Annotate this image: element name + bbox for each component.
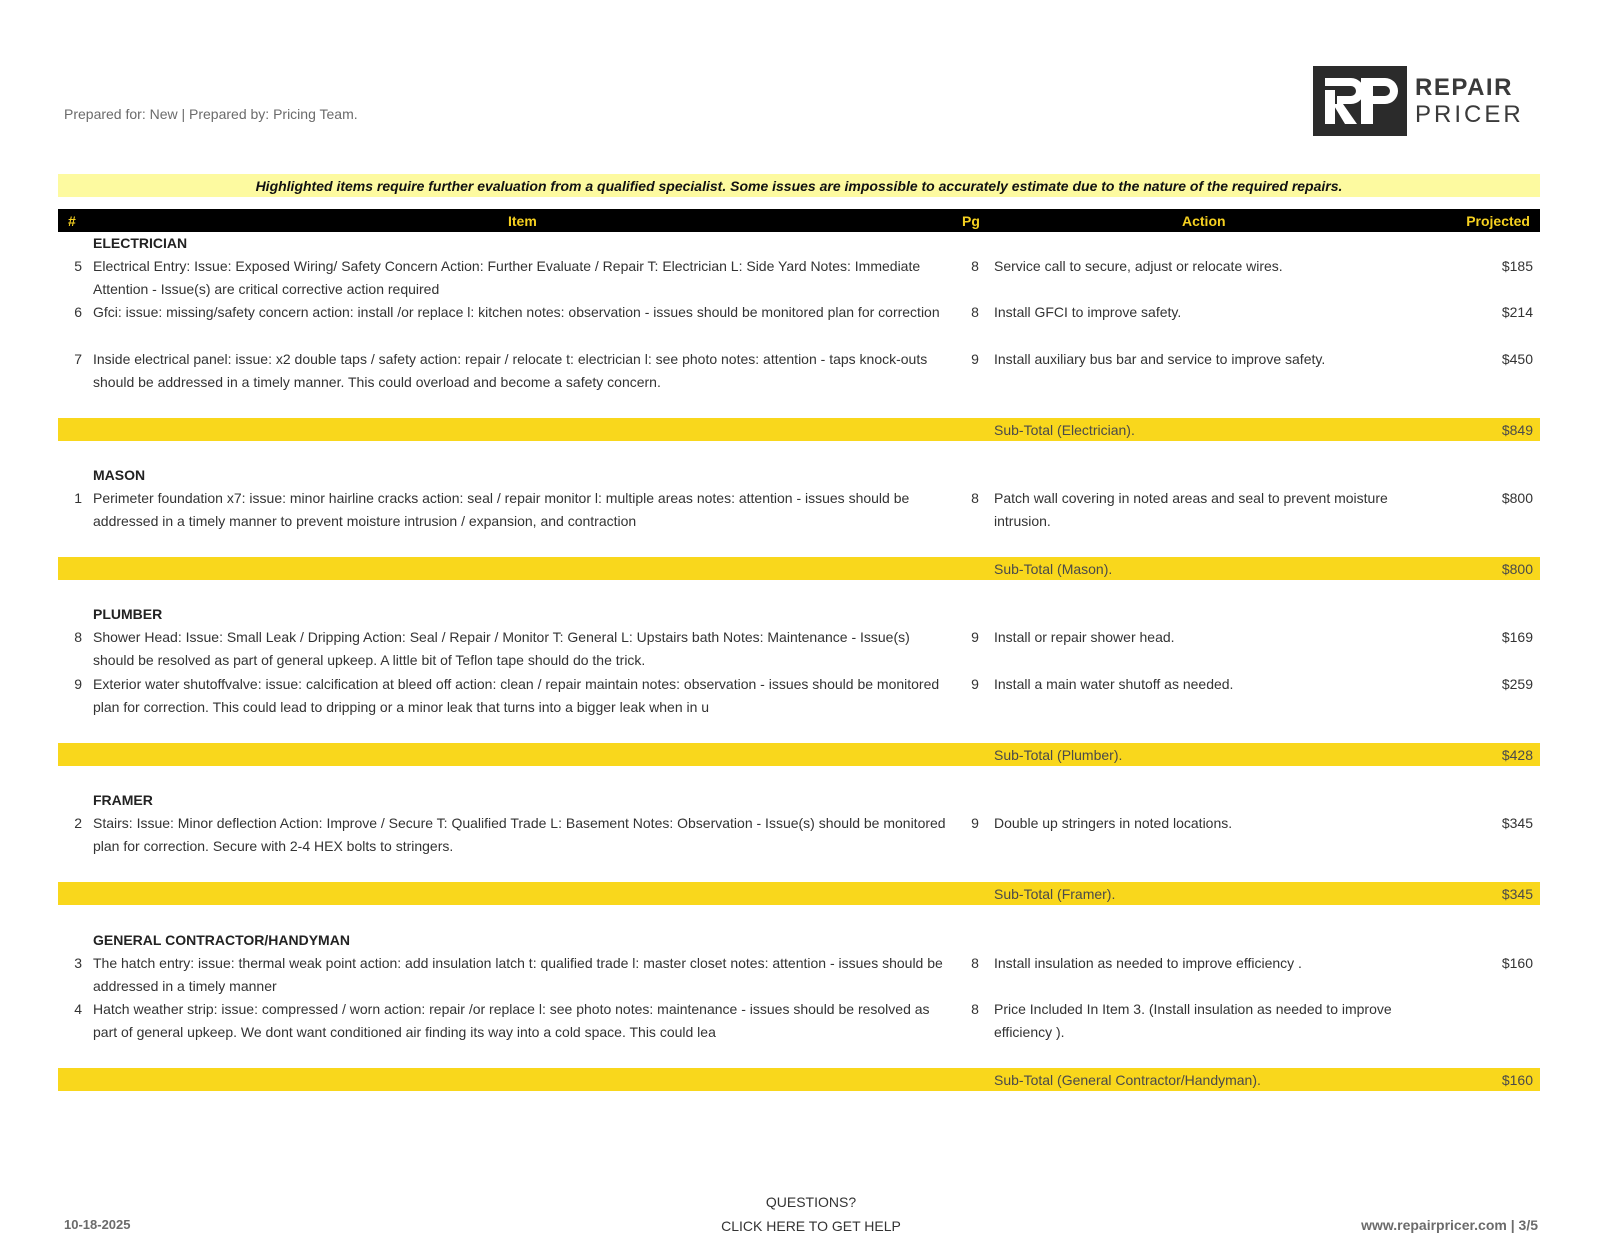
subtotal-amount: $800 (1501, 561, 1533, 577)
row-number: 1 (74, 490, 82, 506)
subtotal-amount: $428 (1501, 747, 1533, 763)
category-title: MASON (93, 467, 146, 483)
row-item: Perimeter foundation x7: issue: minor hairline cracks action: seal / repair monitor l: multiple areas notes: attention - issues should be addressed in a timely manner to prevent moisture intrusion / expansion, and contraction (93, 490, 910, 529)
row-item: Hatch weather strip: issue: compressed / worn action: repair /or replace l: see photo notes: maintenance - issues should be resolved as part of general upkeep. We dont want conditioned air finding its way into a cold space. This could lea (93, 1001, 930, 1040)
subtotal-label: Sub-Total (Plumber). (994, 747, 1123, 763)
row-number: 8 (74, 629, 82, 645)
category-title: GENERAL CONTRACTOR/HANDYMAN (93, 932, 350, 948)
footer-date: 10-18-2025 (64, 1217, 131, 1232)
subtotal-row (58, 1068, 1540, 1091)
category-title: FRAMER (93, 792, 153, 808)
row-price: $800 (1501, 490, 1533, 506)
row-price: $169 (1501, 629, 1533, 645)
row-page: 9 (971, 629, 979, 645)
prepared-line: Prepared for: New | Prepared by: Pricing Team. (64, 106, 358, 122)
row-number: 7 (74, 351, 82, 367)
row-action: Double up stringers in noted locations. (994, 815, 1233, 831)
row-action: Install or repair shower head. (994, 629, 1175, 645)
table-header (58, 209, 1540, 232)
row-page: 8 (971, 304, 979, 320)
col-item: Item (508, 213, 537, 229)
subtotal-amount: $160 (1501, 1072, 1533, 1088)
row-action: Install auxiliary bus bar and service to improve safety. (994, 351, 1326, 367)
row-price: $259 (1501, 676, 1533, 692)
row-page: 9 (971, 351, 979, 367)
row-action: Install GFCI to improve safety. (994, 304, 1182, 320)
row-page: 8 (971, 1001, 979, 1017)
row-item: Stairs: Issue: Minor deflection Action: Improve / Secure T: Qualified Trade L: Basement Notes: Observation - Issue(s) should be monitored plan for correction. Secure with 2-4 HEX bolts to stringers. (93, 815, 946, 854)
row-number: 9 (74, 676, 82, 692)
row-page: 8 (971, 258, 979, 274)
row-item: Electrical Entry: Issue: Exposed Wiring/ Safety Concern Action: Further Evaluate / Repair T: Electrician L: Side Yard Notes: Immediate Attention - Issue(s) are critical corrective action required (93, 258, 921, 297)
questions-label: QUESTIONS? (765, 1194, 857, 1210)
subtotal-amount: $345 (1501, 886, 1533, 902)
category-title: PLUMBER (93, 606, 163, 622)
row-number: 2 (74, 815, 82, 831)
row-action: Install insulation as needed to improve efficiency . (994, 955, 1302, 971)
col-projected: Projected (1466, 213, 1530, 229)
subtotal-row (58, 557, 1540, 580)
row-page: 8 (971, 490, 979, 506)
row-page: 8 (971, 955, 979, 971)
get-help-link[interactable]: CLICK HERE TO GET HELP (721, 1218, 901, 1234)
row-number: 6 (74, 304, 82, 320)
category-title: ELECTRICIAN (93, 235, 188, 251)
subtotal-label: Sub-Total (General Contractor/Handyman). (994, 1072, 1261, 1088)
row-action: Service call to secure, adjust or relocate wires. (994, 258, 1283, 274)
logo-mark-icon (1313, 66, 1407, 136)
subtotal-row (58, 743, 1540, 766)
row-number: 5 (74, 258, 82, 274)
row-price: $214 (1501, 304, 1533, 320)
footer-help (0, 1190, 1600, 1238)
row-item: Gfci: issue: missing/safety concern action: install /or replace l: kitchen notes: observation - issues should be monitored plan for correction (93, 304, 940, 320)
row-price: $160 (1501, 955, 1533, 971)
col-num: # (68, 213, 76, 229)
row-price: $185 (1501, 258, 1533, 274)
row-action: Install a main water shutoff as needed. (994, 676, 1234, 692)
row-item: Exterior water shutoffvalve: issue: calcification at bleed off action: clean / repair maintain notes: observation - issues should be monitored plan for correction. This could lead to dripping or a minor leak that turns into a bigger leak when in u (93, 676, 940, 715)
subtotal-amount: $849 (1501, 422, 1533, 438)
row-item: The hatch entry: issue: thermal weak point action: add insulation latch t: qualified trade l: master closet notes: attention - issues should be addressed in a timely manner (93, 955, 943, 994)
subtotal-label: Sub-Total (Electrician). (994, 422, 1135, 438)
repair-pricer-logo (1313, 66, 1524, 136)
logo-text-pricer: PRICER (1415, 100, 1524, 128)
footer-site-page[interactable]: www.repairpricer.com | 3/5 (1361, 1217, 1538, 1233)
row-item: Shower Head: Issue: Small Leak / Dripping Action: Seal / Repair / Monitor T: General L: Upstairs bath Notes: Maintenance - Issue(s) should be resolved as part of general upkeep. A little bit of Teflon tape should do the trick. (93, 629, 910, 668)
row-action: Price Included In Item 3. (Install insulation as needed to improve efficiency ). (994, 1001, 1392, 1040)
row-page: 9 (971, 676, 979, 692)
row-price: $450 (1501, 351, 1533, 367)
subtotal-row (58, 882, 1540, 905)
row-number: 4 (74, 1001, 82, 1017)
subtotal-label: Sub-Total (Mason). (994, 561, 1113, 577)
specialist-notice: Highlighted items require further evaluation from a qualified specialist. Some issues are impossible to accurately estimate due to the nature of the required repairs. (58, 174, 1540, 197)
row-number: 3 (74, 955, 82, 971)
col-action: Action (1182, 213, 1226, 229)
row-item: Inside electrical panel: issue: x2 double taps / safety action: repair / relocate t: electrician l: see photo notes: attention - taps knock-outs should be addressed in a timely manner. This could overload and become a safety concern. (93, 351, 928, 390)
subtotal-row (58, 418, 1540, 441)
row-price: $345 (1501, 815, 1533, 831)
logo-text-repair: REPAIR (1415, 73, 1513, 101)
subtotal-label: Sub-Total (Framer). (994, 886, 1116, 902)
row-action: Patch wall covering in noted areas and seal to prevent moisture intrusion. (994, 490, 1388, 529)
col-pg: Pg (962, 213, 980, 229)
row-page: 9 (971, 815, 979, 831)
